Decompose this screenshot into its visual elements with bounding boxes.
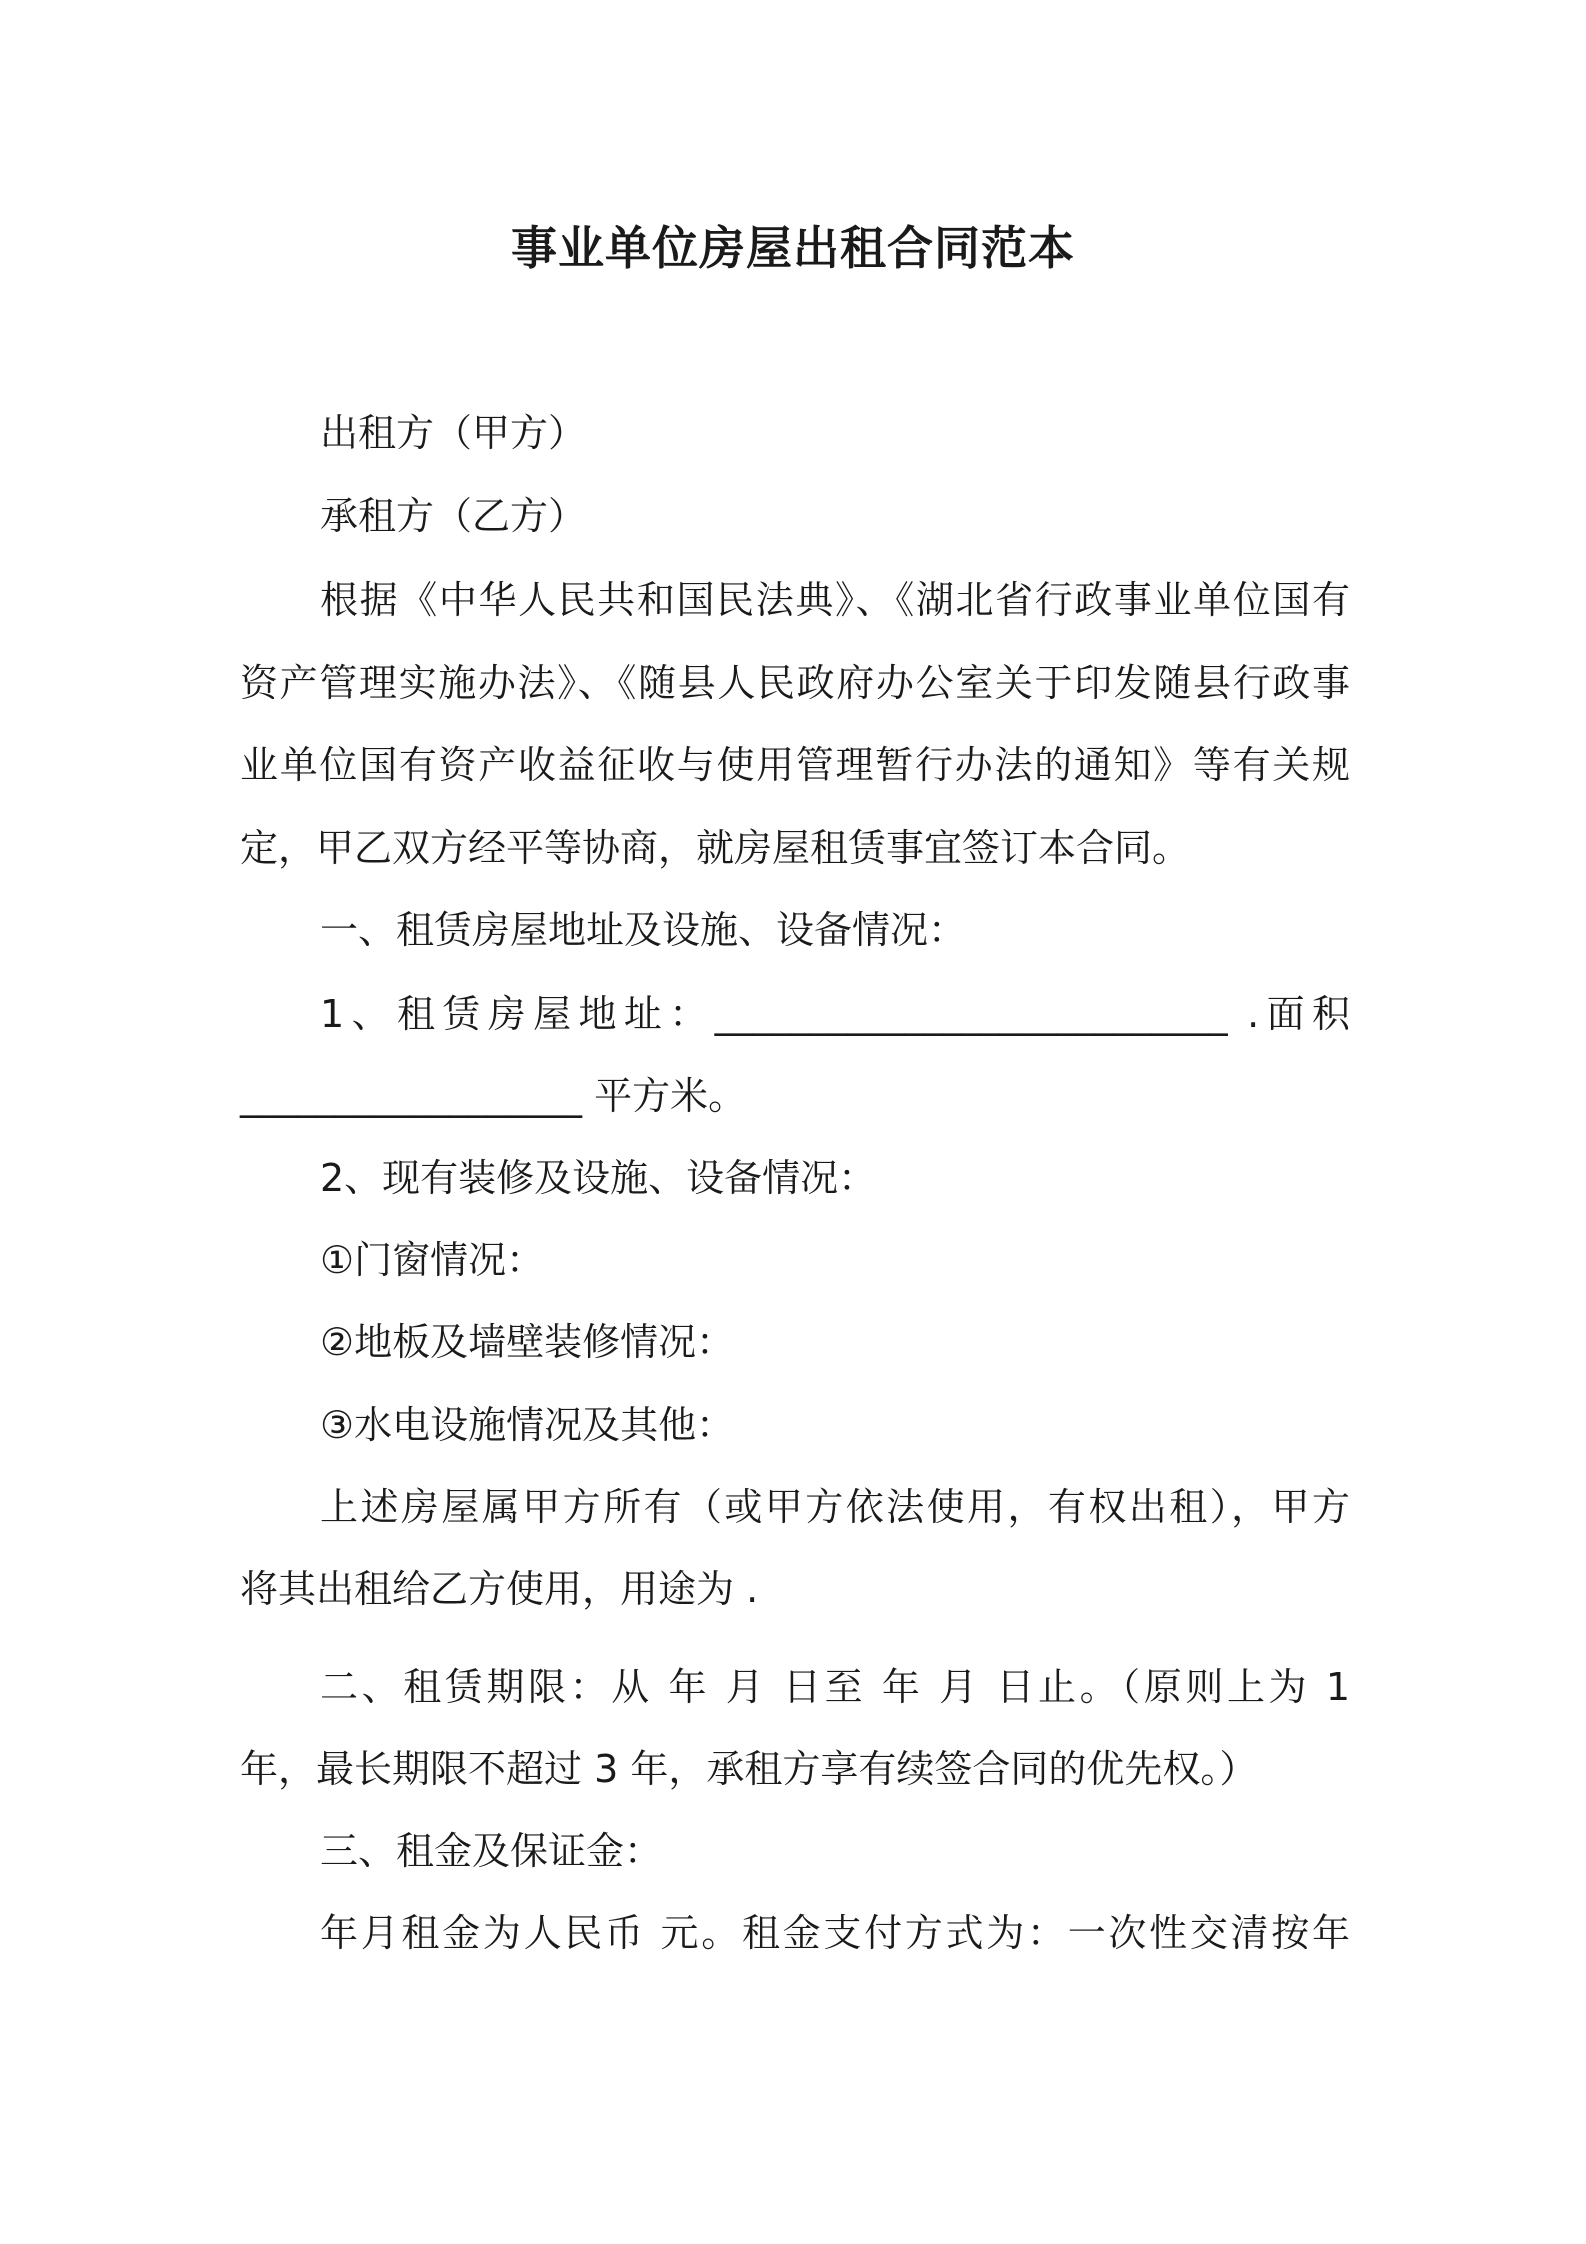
- list-item: ②地板及墙壁装修情况：: [320, 1320, 735, 1364]
- list-item: ①门窗情况：: [320, 1238, 545, 1282]
- section-heading: 二、租赁期限：从 年 月 日至 年 月 日止。（原则上为 1: [320, 1665, 1350, 1709]
- paragraph-line: 年月租金为人民币 元。租金支付方式为：一次性交清按年: [320, 1911, 1350, 1955]
- address-line: 1、租赁房屋地址：___________________________ .面积: [320, 992, 1350, 1036]
- lessee-line: 承租方（乙方）: [320, 494, 587, 538]
- paragraph-line: 2、现有装修及设施、设备情况：: [320, 1156, 877, 1200]
- paragraph-line: 资产管理实施办法》、《随县人民政府办公室关于印发随县行政事: [240, 661, 1350, 705]
- paragraph-line: 上述房屋属甲方所有（或甲方依法使用，有权出租），甲方: [320, 1485, 1350, 1529]
- paragraph-line: 业单位国有资产收益征收与使用管理暂行办法的通知》等有关规: [240, 743, 1350, 787]
- section-heading: 一、租赁房屋地址及设施、设备情况：: [320, 908, 967, 952]
- list-item: ③水电设施情况及其他：: [320, 1403, 735, 1447]
- paragraph-line: 定，甲乙双方经平等协商，就房屋租赁事宜签订本合同。: [240, 826, 1191, 870]
- lessor-line: 出租方（甲方）: [320, 411, 587, 455]
- paragraph-line: 将其出租给乙方使用，用途为 .: [240, 1567, 759, 1611]
- section-heading: 三、租金及保证金：: [320, 1829, 663, 1873]
- document-title: 事业单位房屋出租合同范本: [511, 221, 1075, 275]
- paragraph-line: 年，最长期限不超过 3 年，承租方享有续签合同的优先权。）: [240, 1747, 1258, 1791]
- area-line: __________________ 平方米。: [240, 1074, 747, 1118]
- paragraph-line: 根据《中华人民共和国民法典》、《湖北省行政事业单位国有: [320, 578, 1350, 622]
